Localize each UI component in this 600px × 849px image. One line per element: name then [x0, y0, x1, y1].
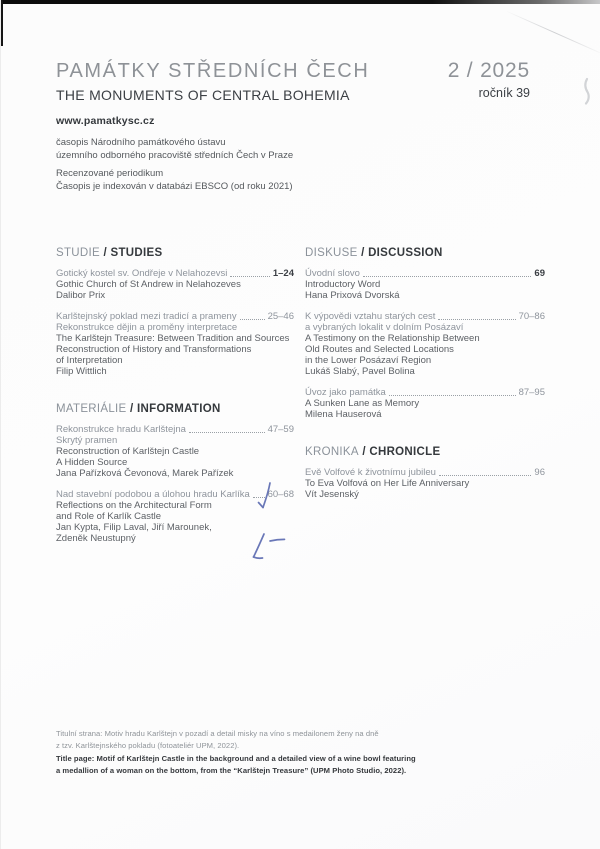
entry-title-line	[56, 424, 294, 435]
toc-section	[56, 247, 294, 377]
caption-english-line-1: Title page: Motif of Karlštejn Castle in the background and a detailed view of a wine bowl featuring	[56, 753, 416, 763]
toc-entry	[56, 489, 294, 544]
entry-subtitle-czech: Skrytý pramen	[56, 435, 118, 446]
entry-page-range: 47–59	[267, 424, 294, 435]
toc-entry	[56, 311, 294, 377]
issue-number: 2 / 2025	[447, 59, 530, 82]
entry-title-line	[56, 268, 294, 279]
entry-title-line	[305, 311, 545, 322]
section-header	[56, 247, 294, 260]
entry-page-range: 60–68	[267, 489, 294, 500]
dot-leader	[253, 497, 265, 498]
entry-title-english: Reflections on the Architectural Form	[56, 500, 212, 511]
section-label-english: / CHRONICLE	[358, 446, 441, 458]
entry-title-czech: Evě Volfové k životnímu jubileu	[305, 467, 436, 478]
entry-title-line	[56, 489, 294, 500]
entry-page-range: 96	[534, 467, 545, 478]
entry-authors: Dalibor Prix	[56, 290, 106, 301]
entry-title-line	[56, 311, 294, 322]
toc-column-right	[305, 247, 545, 554]
journal-website: www.pamatkysc.cz	[56, 115, 155, 127]
journal-info	[56, 115, 293, 193]
review-line-2: Časopis je indexován v databázi EBSCO (od roku 2021)	[56, 180, 293, 192]
section-label-english: / DISCUSSION	[357, 247, 443, 259]
entry-authors: Jan Kypta, Filip Laval, Jiří Marounek,	[56, 522, 212, 533]
entry-title-czech: Úvoz jako památka	[305, 387, 386, 398]
toc-entry	[56, 424, 294, 479]
entry-title-english: A Testimony on the Relationship Between	[305, 333, 480, 344]
entry-title-english: in the Lower Posázaví Region	[305, 355, 432, 366]
review-info	[56, 168, 293, 193]
toc-entry	[56, 268, 294, 301]
dot-leader	[240, 319, 265, 320]
review-line-1: Recenzované periodikum	[56, 168, 164, 179]
volume-number: ročník 39	[478, 86, 530, 100]
entry-title-czech: Nad stavební podobou a úlohou hradu Karlíka	[56, 489, 250, 500]
entry-page-range: 69	[534, 268, 545, 279]
entry-title-czech: Úvodní slovo	[305, 268, 360, 279]
entry-title-english: Introductory Word	[305, 279, 381, 290]
entry-authors: Vít Jesenský	[305, 489, 359, 500]
toc-entry	[305, 311, 545, 377]
caption-czech-line-2: z tzv. Karlštejnského pokladu (fotoateliér UPM, 2022).	[56, 741, 240, 751]
publisher-line-2: územního odborného pracoviště středních Čech v Praze	[56, 149, 294, 161]
section-label-czech: MATERIÁLIE	[56, 403, 127, 415]
entry-title-english: and Role of Karlík Castle	[56, 511, 162, 522]
issue-block	[448, 59, 530, 101]
dot-leader	[363, 276, 532, 277]
section-label-english: / INFORMATION	[126, 403, 221, 415]
publisher-info	[56, 137, 293, 162]
table-of-contents	[56, 247, 545, 554]
dot-leader	[189, 432, 265, 433]
dot-leader	[439, 475, 531, 476]
toc-entry	[305, 387, 545, 420]
section-header	[56, 403, 294, 416]
entry-authors: Zdeněk Neustupný	[56, 533, 136, 544]
entry-title-english: To Eva Volfová on Her Life Anniversary	[305, 478, 470, 489]
entry-title-english: Gothic Church of St Andrew in Nelahozeves	[56, 279, 241, 290]
entry-title-english: A Hidden Source	[56, 457, 128, 468]
toc-section	[56, 403, 294, 544]
page-edge-left	[0, 0, 1, 849]
section-label-czech: DISKUSE	[305, 247, 358, 259]
toc-section	[305, 446, 545, 500]
entry-authors: Milena Hauserová	[305, 409, 382, 420]
publisher-line-1: časopis Národního památkového ústavu	[56, 137, 226, 148]
journal-header	[56, 59, 369, 104]
entry-authors: Hana Prixová Dvorská	[305, 290, 400, 301]
entry-title-line	[305, 467, 545, 478]
entry-title-czech: Gotický kostel sv. Ondřeje v Nelahozevsi	[56, 268, 228, 279]
section-label-english: / STUDIES	[99, 247, 163, 259]
cover-caption	[56, 728, 416, 778]
entry-title-english: of Interpretation	[56, 355, 123, 366]
entry-page-range: 1–24	[272, 268, 294, 279]
entry-title-english: Reconstruction of History and Transformations	[56, 344, 252, 355]
journal-title-english: THE MONUMENTS OF CENTRAL BOHEMIA	[56, 87, 350, 103]
entry-title-english: The Karlštejn Treasure: Between Tradition and Sources	[56, 333, 290, 344]
entry-authors: Lukáš Slabý, Pavel Bolina	[305, 366, 415, 377]
journal-title-czech: PAMÁTKY STŘEDNÍCH ČECH	[56, 60, 370, 82]
section-label-czech: KRONIKA	[305, 446, 359, 458]
entry-title-czech: K výpovědi vztahu starých cest	[305, 311, 436, 322]
toc-section	[305, 247, 545, 420]
entry-subtitle-czech: a vybraných lokalit v dolním Posázaví	[305, 322, 464, 333]
entry-title-english: Old Routes and Selected Locations	[305, 344, 454, 355]
dot-leader	[389, 395, 516, 396]
entry-title-english: A Sunken Lane as Memory	[305, 398, 420, 409]
entry-page-range: 87–95	[518, 387, 545, 398]
caption-english-line-2: a medallion of a woman on the bottom, from the “Karlštejn Treasure” (UPM Photo Studio, 2022).	[56, 766, 407, 776]
entry-title-line	[305, 387, 545, 398]
section-label-czech: STUDIE	[56, 247, 100, 259]
dot-leader	[230, 276, 269, 277]
entry-authors: Jana Pařízková Čevonová, Marek Pařízek	[56, 468, 234, 479]
entry-title-english: Reconstruction of Karlštejn Castle	[56, 446, 200, 457]
scan-edge-top	[0, 0, 600, 4]
scan-smudge-mark	[585, 79, 588, 104]
toc-entry	[305, 268, 545, 301]
dot-leader	[438, 319, 515, 320]
entry-authors: Filip Wittlich	[56, 366, 107, 377]
entry-page-range: 70–86	[518, 311, 545, 322]
entry-title-line	[305, 268, 545, 279]
entry-page-range: 25–46	[267, 311, 294, 322]
scan-scratch-line	[505, 10, 600, 56]
entry-subtitle-czech: Rekonstrukce dějin a proměny interpretace	[56, 322, 238, 333]
entry-title-czech: Karlštejnský poklad mezi tradicí a prameny	[56, 311, 237, 322]
entry-title-czech: Rekonstrukce hradu Karlštejna	[56, 424, 186, 435]
section-header	[305, 247, 545, 260]
section-header	[305, 446, 545, 459]
toc-column-left	[56, 247, 294, 554]
toc-entry	[305, 467, 545, 500]
caption-czech-line-1: Titulní strana: Motiv hradu Karlštejn v pozadí a detail misky na víno s medailonem ženy na dně	[56, 729, 379, 738]
